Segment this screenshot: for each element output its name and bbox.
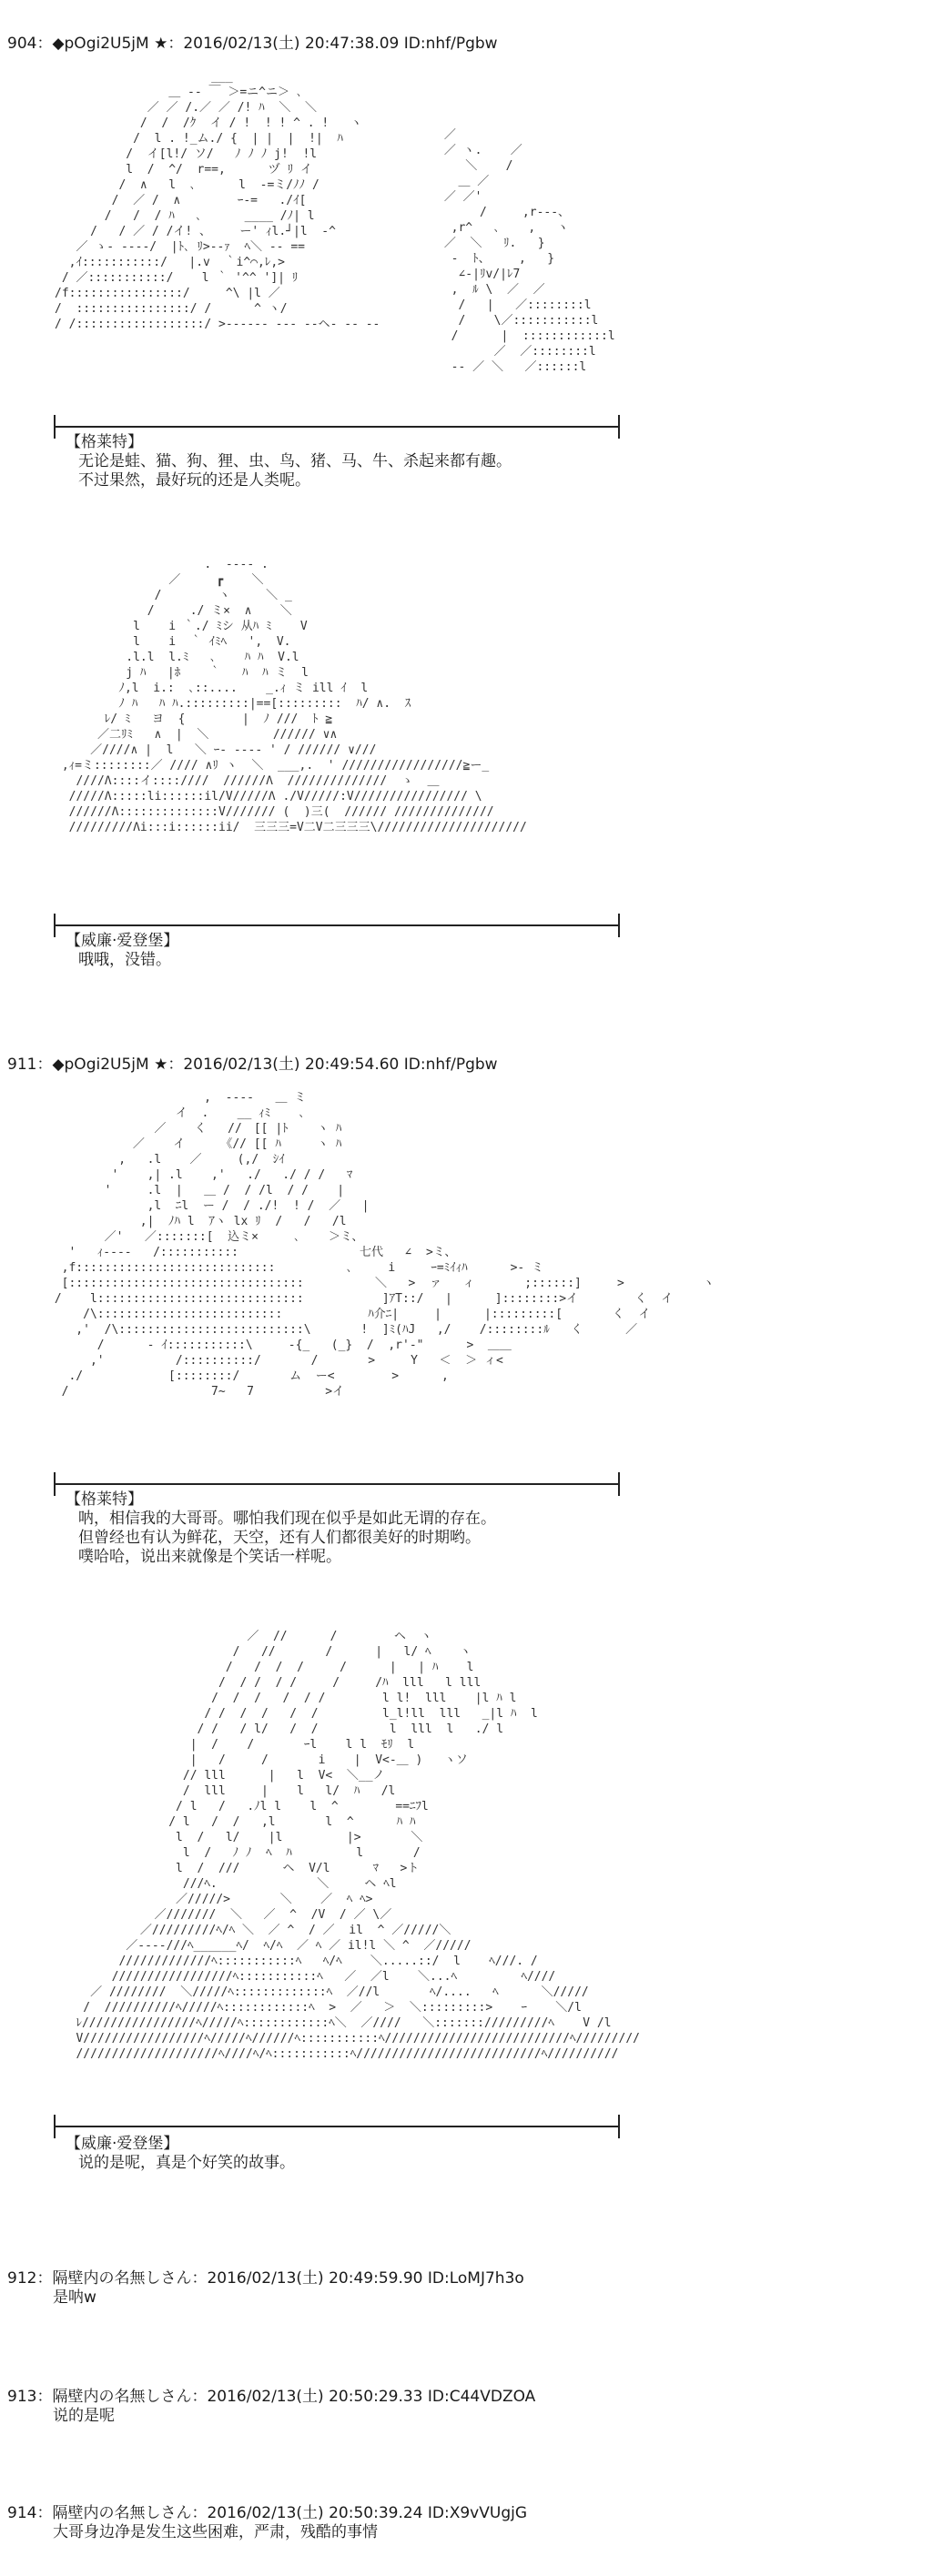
speaker-name: 【威廉·爱登堡】 bbox=[66, 932, 179, 950]
dialog-line: 不过果然，最好玩的还是人类呢。 bbox=[78, 471, 310, 490]
reply-body: 大哥身边净是发生这些困难，严肃，残酷的事情 bbox=[53, 2523, 378, 2541]
ascii-art-gretel-2: , -‐‐‐ ＿ ミ イ . __ ｨﾐ ､ ／ く // [[ |ﾄ ヽ ﾊ ／ イ 《// [[ ﾊ ヽ ﾊ , .l ／ (,/ ｼｲ ' ,| .l ,' ./ ./ / / ﾏ ' .l | ＿ / / /l / / | ,l ﾆl ー / / ./! ! / ／ | ,| ﾉﾊ l ｱヽ lx ﾘ / / /l ／' ／:::::::[ 込ミ× ､ ＞ミ、 ' ｨ‐‐‐‐ /::::::::::: 七代 ∠ >ミ、 ,f:::::::::::::::::::::::::::: ､ i ｰ=ﾐｲｨﾊ >‐ ミ [::::::::::::::::::::::::::::::::: ＼ > ァ ィ ;::::::] > ヽ / l::::::::::::::::::::::::::::: ]ｱT::/ | ]::::::::>イ く イ /\:::::::::::::::::::::::::: ﾊ介ﾆ| | |:::::::::[ く イ ,' /\::::::::::::::::::::::::::\ ! ]ﾐ(ﾊJ ,/ /::::::::ﾙ く ／ / ‐ ｲ:::::::::::\ ‐{_ (_} / ,r'‐" > ＿＿ ,' /::::::::::/ / > Y ＜ ＞ ィ< ./ [::::::::/ ム ー< > , / 7~ 7 >イ bbox=[54, 1091, 715, 1399]
dialog-divider bbox=[55, 2126, 619, 2127]
speaker-name: 【威廉·爱登堡】 bbox=[66, 2135, 179, 2153]
dialog-box bbox=[66, 932, 178, 970]
dialog-line: 噗哈哈，说出来就像是个笑话一样呢。 bbox=[78, 1548, 341, 1566]
reply-header: 912：隔壁内の名無しさん：2016/02/13(土) 20:49:59.90 ID:LoMJ7h3o bbox=[7, 2269, 524, 2288]
reply-post-913 bbox=[7, 2388, 535, 2426]
dialog-box bbox=[66, 2135, 295, 2173]
dialog-box bbox=[66, 1490, 496, 1567]
reply-body: 说的是呢 bbox=[53, 2407, 115, 2425]
speaker-name: 【格莱特】 bbox=[66, 1490, 143, 1509]
reply-body: 是呐w bbox=[53, 2288, 96, 2307]
dialog-line: 无论是蛙、猫、狗、狸、虫、鸟、猪、马、牛、杀起来都有趣。 bbox=[78, 452, 512, 470]
dialog-box bbox=[66, 433, 512, 490]
speaker-name: 【格莱特】 bbox=[66, 433, 143, 451]
reply-post-914 bbox=[7, 2504, 527, 2542]
reply-post-912 bbox=[7, 2269, 524, 2308]
post-header-904: 904：◆pOgi2U5jM ★：2016/02/13(土) 20:47:38.09 ID:nhf/Pgbw bbox=[7, 35, 498, 53]
dialog-divider bbox=[55, 426, 619, 428]
reply-header: 913：隔壁内の名無しさん：2016/02/13(土) 20:50:29.33 ID:C44VDZOA bbox=[7, 2388, 536, 2406]
ascii-art-gretel-1: ___ ＿ -‐ ￣ ＞=ニ^ニ＞ ､ ／ ／ /.／ ／ /! ﾊ ＼ ＼ / / /ｸ イ / ! ! ! ^ . ! ヽ / l . !_ム./ { | | | !| ﾊ / イ[l!/ ソ/ ﾉ ﾉ ﾉ j! !l l / ^/ r==, ヅ ﾘ イ / ∧ l ､ l -=ミ/ﾉﾉ / / ／ / ∧ ｰ-= ./ｲ[ / / / ﾊ ､ ____ /ﾉ| l / / ／ / /イ! 、 ー' ｨl.┘|l -^ ／ ゝ‐ ‐--‐/ |ﾄ､ ﾘ>-‐ｧ ﾍ＼ -‐ == ,ｲ:::::::::::/ |.v ｀i^⌒,ﾚ,> / ／:::::::::::/ l ｀ '^^ ']| ﾘ /f::::::::::::::::/ ^\ |l ／ / ::::::::::::::::/ / ^ ヽ/ / /::::::::::::::::::/ >‐‐‐‐‐‐ ‐‐‐ ‐‐ヘ‐ ‐‐ ‐‐ bbox=[55, 70, 380, 331]
dialog-divider bbox=[55, 1483, 619, 1485]
post-header-911: 911：◆pOgi2U5jM ★：2016/02/13(土) 20:49:54.60 ID:nhf/Pgbw bbox=[7, 1056, 498, 1074]
ascii-art-william-1: . -‐‐- . ／ ┏ ＼ / ヽ ＼ _ / ./ ミ× ∧ ＼ l i ｀./ ﾐシ 从ﾊ ﾐ V l i ｀ ｲﾐﾍ ', V. .l.l l.ﾐ ､ ﾊ ﾊ V.l j ﾊ |ﾎ ｀ ﾊ ﾊ ミ l ﾉ,l i.: ､::.... _.ｨ ミ ill ｲ l ﾉ ﾊ ﾊ ﾊ.:::::::::|==[::::::::: ﾊ/ ∧. ｽ ﾚ/ ﾐ ヨ { | ﾉ /// ﾄ ≧ ／二ﾘﾐ ∧ | ＼ ////// ∨∧ ／////∧ | l ＼ ｰ‐ ‐‐‐‐ ' / ////// ∨/// ,ｨ=ミ::::::::／ //// ∧ﾘ ヽ ＼ ___,. ' /////////////////≧ー_ ////Λ::::イ:::://// //////Λ ////////////// ゝ ＿ /////Λ:::::li::::::il/V/////Λ ./V/////:V//////////////// \ //////Λ::::::::::::::V/////// ( )三( ////// ////////////// /////////Λi:::i::::::ii/ 三三三=V二V二三三三\///////////////////// bbox=[61, 558, 527, 834]
ascii-art-gretel-1-right: ／ ／ ヽ. ／ ＼ / ＿ ／ ／ ／' / ,r-‐-、 ,r^ ､ , ヽ ／ ＼ ﾘ. } ‐ ﾄ、 , } ∠-|ﾘv/|ﾚ7 , ﾙ \ ／ ／ / | ／::::::::l / \／:::::::::::l / | ::::::::::::l ／ ／::::::::l ‐‐ ／ ＼ ／::::::l bbox=[443, 128, 615, 374]
dialog-line: 哦哦，没错。 bbox=[78, 951, 171, 969]
dialog-line: 呐，相信我的大哥哥。哪怕我们现在似乎是如此无谓的存在。 bbox=[78, 1510, 496, 1528]
reply-header: 914：隔壁内の名無しさん：2016/02/13(土) 20:50:39.24 ID:X9vVUgjG bbox=[7, 2504, 528, 2522]
dialog-line: 但曾经也有认为鲜花，天空，还有人们都很美好的时期哟。 bbox=[78, 1529, 481, 1547]
ascii-art-william-2: ／ // / ヘ ヽ / // / | l/ ﾍ ヽ / / / / / | | ﾊ l / / / / / / /ﾊ lll l lll / / / / / / l l! lll |l ﾊ l / / / / / / l_l!ll lll _|l ﾊ l / / / l/ / / l lll l ./ l | / / ｰl l l ﾓﾘ l | / / i | V<‐＿ ) ヽソ // lll | l V< ＼__ノ / lll | l l/ ﾊ /l / l / .ﾉl l l ^ ==ﾆﾌl / l / / ,l l ^ ﾊ ﾊ l / l/ |l |> ＼ l / ﾉ ﾉ ﾍ ﾊ l / l / /// ヘ V/l ﾏ >ト ///ﾍ. ＼ ヘ ﾍl ／/////> ＼ ／ ﾍ ﾍ> ／/////// ＼ ／ ^ /V / ／ \／ ／/////////ﾍ/ﾍ ＼ ／ ^ / ／ il ^ ／/////＼ ／‐‐‐‐///ﾍ______ﾍ/ ﾍ/ﾍ ／ ﾍ ／ il!l ＼ ^ ／///// /////////////ﾍ:::::::::::ﾍ ﾍ/ﾍ ＼.....::/ l ﾍ///. / /////////////////ﾍ:::::::::::ﾍ ／ ／l ＼...ﾍ ﾍ//// ／ //////// ＼/////ﾍ:::::::::::::ﾍ ／//l ﾍ/.... ﾍ ＼///// / //////////ﾍ/////ﾍ::::::::::::ﾍ > ／ ＞ ＼:::::::::> ｰ ＼/l ﾚ////////////////ﾍ/////ﾍ::::::::::::ﾍ＼ ／//// ＼::::::://///////ﾍ V /l V/////////////////ﾍ/////ﾍ//////ﾍ:::::::::::ﾍ//////////////////////////ﾍ///////// ////////////////////ﾍ////ﾍ/ﾍ:::::::::::ﾍ//////////////////////////ﾍ////////// bbox=[76, 1630, 640, 2061]
dialog-line: 说的是呢，真是个好笑的故事。 bbox=[78, 2154, 295, 2172]
dialog-divider bbox=[55, 924, 619, 926]
